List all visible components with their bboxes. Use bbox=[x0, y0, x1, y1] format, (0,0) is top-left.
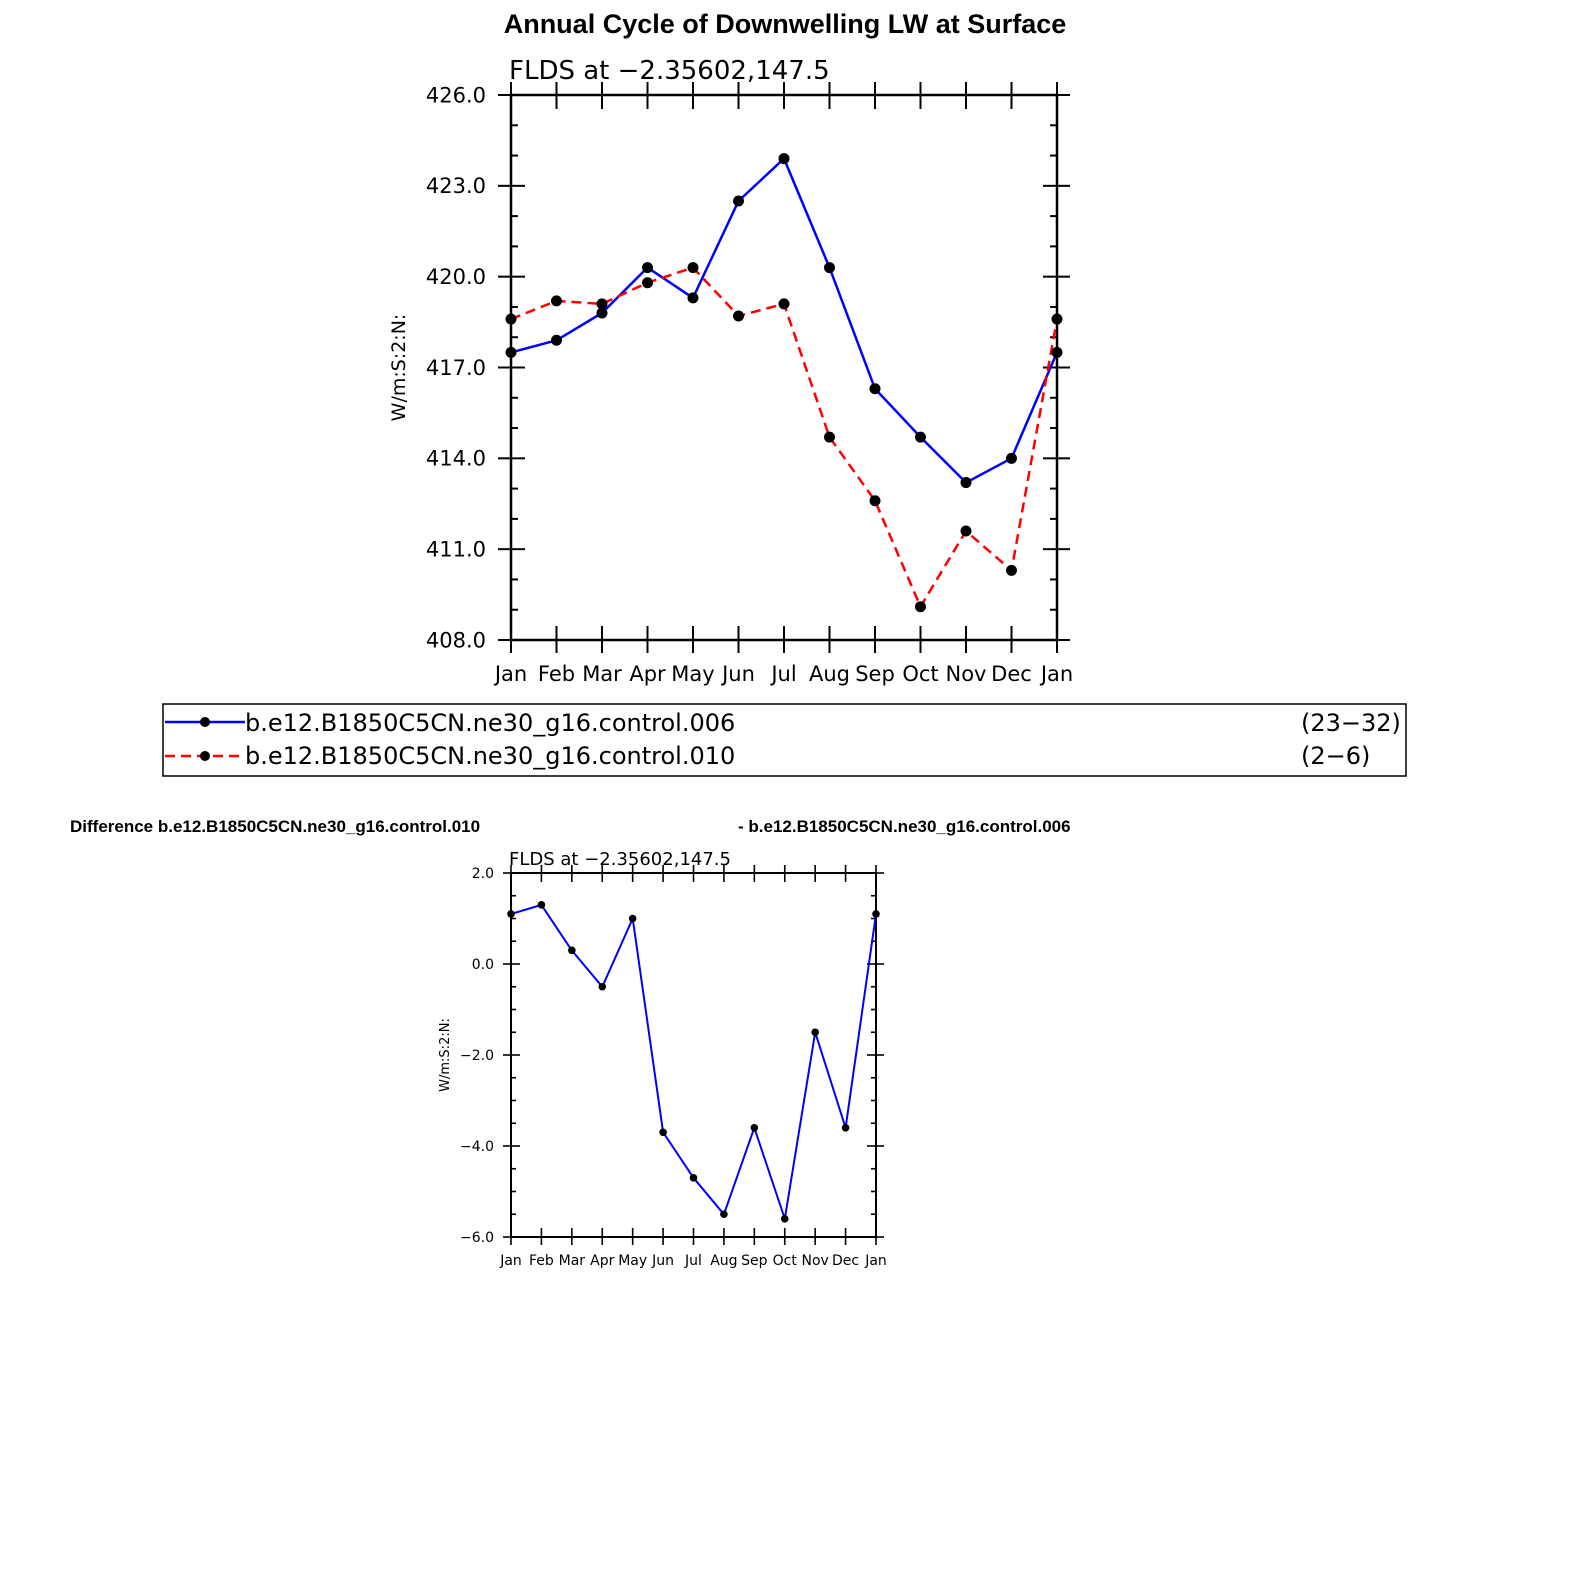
x-tick-label: May bbox=[618, 1253, 648, 1269]
y-tick-label: 417.0 bbox=[425, 355, 486, 380]
difference-chart bbox=[438, 849, 887, 1269]
plot-frame bbox=[511, 873, 876, 1237]
y-tick-label: 423.0 bbox=[425, 174, 486, 199]
data-point-s1-10 bbox=[961, 477, 972, 488]
y-tick-label: 414.0 bbox=[425, 446, 486, 471]
main-title: Annual Cycle of Downwelling LW at Surface bbox=[503, 9, 1067, 39]
y-tick-label: 408.0 bbox=[425, 628, 486, 653]
legend-range-2: (2−6) bbox=[1301, 742, 1371, 770]
x-tick-label: Jul bbox=[771, 662, 797, 686]
y-tick-label: 2.0 bbox=[471, 865, 494, 882]
x-tick-label: May bbox=[671, 662, 715, 686]
x-tick-label: Jun bbox=[652, 1253, 675, 1269]
y-axis-label: W/m:S:2:N: bbox=[438, 1018, 453, 1092]
y-tick-label: −2.0 bbox=[460, 1047, 494, 1064]
data-point-s1-8 bbox=[870, 383, 881, 394]
data-point-s1-7 bbox=[824, 262, 835, 273]
data-point-s1-7 bbox=[720, 1210, 728, 1218]
data-point-s1-1 bbox=[551, 335, 562, 346]
x-tick-label: Jan bbox=[1040, 662, 1074, 686]
data-point-s1-3 bbox=[598, 983, 606, 991]
top-chart bbox=[388, 56, 1073, 686]
data-point-s2-9 bbox=[915, 601, 926, 612]
y-tick-label: 426.0 bbox=[425, 83, 486, 108]
x-tick-label: Sep bbox=[855, 662, 895, 686]
x-tick-label: Jan bbox=[500, 1253, 522, 1269]
x-tick-label: Aug bbox=[808, 662, 851, 686]
y-tick-label: 0.0 bbox=[471, 956, 494, 973]
x-tick-label: Sep bbox=[741, 1253, 768, 1269]
y-tick-label: −6.0 bbox=[460, 1229, 494, 1246]
y-tick-label: −4.0 bbox=[460, 1138, 494, 1155]
data-point-s1-12 bbox=[872, 910, 880, 918]
data-point-s2-8 bbox=[870, 495, 881, 506]
chart-subtitle: FLDS at −2.35602,147.5 bbox=[509, 56, 830, 86]
diff-title-left: Difference b.e12.B1850C5CN.ne30_g16.control.010 bbox=[70, 817, 481, 836]
legend-range-1: (23−32) bbox=[1301, 709, 1401, 737]
x-tick-label: Dec bbox=[832, 1253, 860, 1269]
data-point-s2-10 bbox=[961, 526, 972, 537]
x-tick-label: Mar bbox=[582, 662, 622, 686]
data-point-s1-9 bbox=[781, 1215, 789, 1223]
legend-label-1: b.e12.B1850C5CN.ne30_g16.control.006 bbox=[245, 709, 736, 737]
x-tick-label: Jun bbox=[722, 662, 755, 686]
y-tick-label: 411.0 bbox=[425, 537, 486, 562]
legend-marker-1 bbox=[200, 717, 210, 727]
data-point-s1-0 bbox=[506, 347, 517, 358]
data-point-s2-5 bbox=[733, 311, 744, 322]
data-point-s1-5 bbox=[733, 195, 744, 206]
data-point-s2-4 bbox=[688, 262, 699, 273]
x-tick-label: Apr bbox=[629, 662, 666, 686]
x-tick-label: Oct bbox=[772, 1253, 797, 1269]
data-point-s2-3 bbox=[642, 277, 653, 288]
x-tick-label: Jan bbox=[494, 662, 528, 686]
x-tick-label: Dec bbox=[991, 662, 1032, 686]
data-point-s1-11 bbox=[1006, 453, 1017, 464]
data-point-s1-4 bbox=[688, 292, 699, 303]
data-point-s2-0 bbox=[506, 314, 517, 325]
data-point-s1-2 bbox=[568, 947, 576, 955]
data-point-s2-6 bbox=[779, 298, 790, 309]
data-point-s1-6 bbox=[690, 1174, 698, 1182]
data-point-s1-0 bbox=[507, 910, 515, 918]
plot-frame bbox=[511, 95, 1057, 640]
series-line-1 bbox=[511, 905, 876, 1219]
y-tick-label: 420.0 bbox=[425, 265, 486, 290]
data-point-s1-5 bbox=[659, 1129, 667, 1137]
x-tick-label: Feb bbox=[537, 662, 576, 686]
data-point-s1-4 bbox=[629, 915, 637, 923]
data-point-s1-10 bbox=[811, 1028, 819, 1036]
x-tick-label: Nov bbox=[801, 1253, 829, 1269]
x-tick-label: Jan bbox=[865, 1253, 887, 1269]
legend-marker-2 bbox=[200, 751, 210, 761]
x-tick-label: Nov bbox=[945, 662, 987, 686]
chart-subtitle: FLDS at −2.35602,147.5 bbox=[509, 849, 731, 870]
data-point-s1-9 bbox=[915, 432, 926, 443]
x-tick-label: Feb bbox=[529, 1253, 554, 1269]
data-point-s2-7 bbox=[824, 432, 835, 443]
y-axis-label: W/m:S:2:N: bbox=[388, 313, 410, 422]
x-tick-label: Jul bbox=[685, 1253, 702, 1269]
legend-label-2: b.e12.B1850C5CN.ne30_g16.control.010 bbox=[245, 742, 736, 770]
x-tick-label: Apr bbox=[590, 1253, 615, 1269]
x-tick-label: Mar bbox=[558, 1253, 586, 1269]
data-point-s2-11 bbox=[1006, 565, 1017, 576]
data-point-s2-12 bbox=[1052, 314, 1063, 325]
diff-title-right: - b.e12.B1850C5CN.ne30_g16.control.006 bbox=[738, 817, 1071, 836]
legend bbox=[163, 704, 1406, 776]
data-point-s1-3 bbox=[642, 262, 653, 273]
x-tick-label: Oct bbox=[902, 662, 939, 686]
data-point-s1-11 bbox=[842, 1124, 850, 1132]
x-tick-label: Aug bbox=[710, 1253, 738, 1269]
data-point-s1-12 bbox=[1052, 347, 1063, 358]
data-point-s1-8 bbox=[751, 1124, 759, 1132]
data-point-s2-1 bbox=[551, 295, 562, 306]
series-line-1 bbox=[511, 159, 1057, 483]
data-point-s2-2 bbox=[597, 298, 608, 309]
data-point-s1-6 bbox=[779, 153, 790, 164]
data-point-s1-1 bbox=[538, 901, 546, 909]
